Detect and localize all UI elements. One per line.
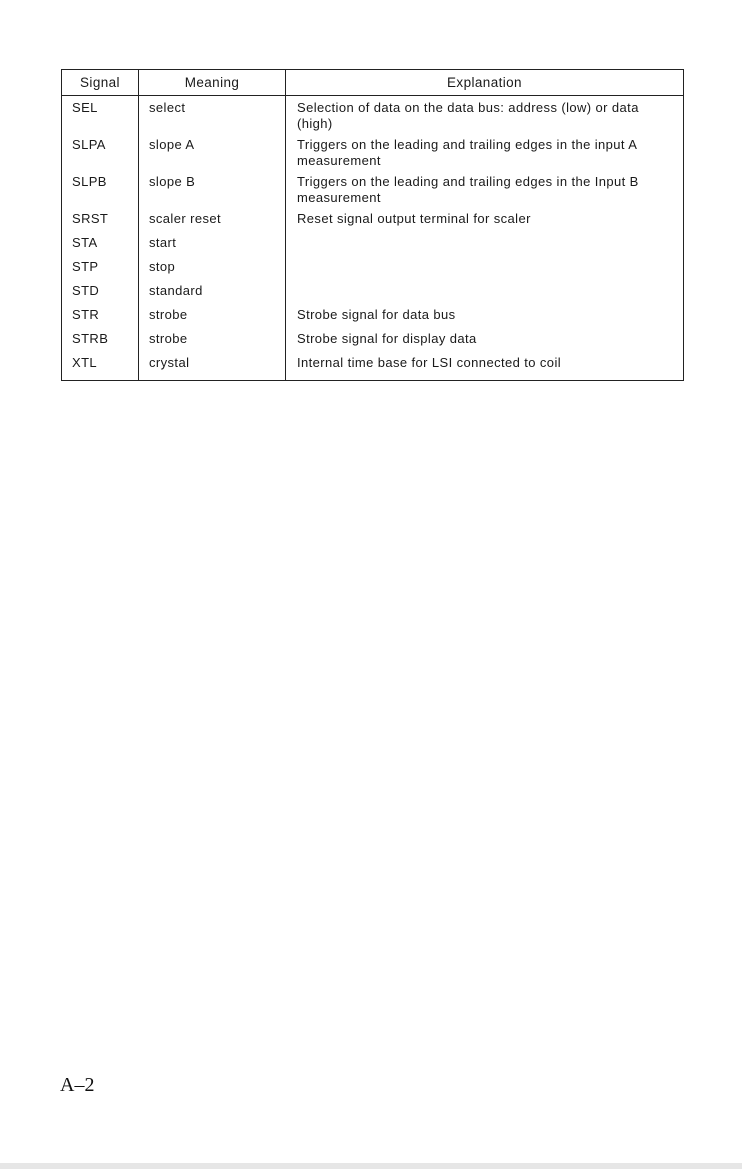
meaning-cell: scaler reset (139, 209, 286, 233)
explanation-cell (286, 281, 684, 305)
header-signal: Signal (62, 70, 139, 96)
signal-cell: SLPB (62, 172, 139, 209)
signal-cell: SLPA (62, 135, 139, 172)
table-row (62, 329, 684, 353)
header-meaning: Meaning (139, 70, 286, 96)
signal-cell: SEL (62, 96, 139, 136)
explanation-cell: Internal time base for LSI connected to coil (286, 353, 684, 381)
table-row (62, 172, 684, 209)
explanation-cell: Selection of data on the data bus: address (low) or data (high) (286, 96, 684, 136)
table-row (62, 257, 684, 281)
page-bottom-edge (0, 1163, 742, 1169)
explanation-cell: Reset signal output terminal for scaler (286, 209, 684, 233)
table-row (62, 233, 684, 257)
signal-table (61, 69, 684, 381)
signal-cell: STRB (62, 329, 139, 353)
signal-cell: STP (62, 257, 139, 281)
table-body (62, 96, 684, 381)
meaning-cell: strobe (139, 305, 286, 329)
signal-cell: STR (62, 305, 139, 329)
meaning-cell: crystal (139, 353, 286, 381)
explanation-cell: Strobe signal for display data (286, 329, 684, 353)
signal-cell: SRST (62, 209, 139, 233)
meaning-cell: slope B (139, 172, 286, 209)
explanation-cell (286, 233, 684, 257)
table-row (62, 96, 684, 136)
explanation-cell (286, 257, 684, 281)
meaning-cell: stop (139, 257, 286, 281)
table-row (62, 281, 684, 305)
meaning-cell: start (139, 233, 286, 257)
table-header (62, 70, 684, 96)
table-row (62, 135, 684, 172)
signal-cell: XTL (62, 353, 139, 381)
table-row (62, 305, 684, 329)
meaning-cell: strobe (139, 329, 286, 353)
header-explanation: Explanation (286, 70, 684, 96)
table-row (62, 353, 684, 381)
signal-cell: STA (62, 233, 139, 257)
explanation-cell: Triggers on the leading and trailing edges in the input A measurement (286, 135, 684, 172)
signal-cell: STD (62, 281, 139, 305)
table-row (62, 209, 684, 233)
meaning-cell: standard (139, 281, 286, 305)
meaning-cell: slope A (139, 135, 286, 172)
explanation-cell: Triggers on the leading and trailing edges in the Input B measurement (286, 172, 684, 209)
explanation-cell: Strobe signal for data bus (286, 305, 684, 329)
meaning-cell: select (139, 96, 286, 136)
table-header-row (62, 70, 684, 96)
page-number: A–2 (60, 1074, 95, 1096)
